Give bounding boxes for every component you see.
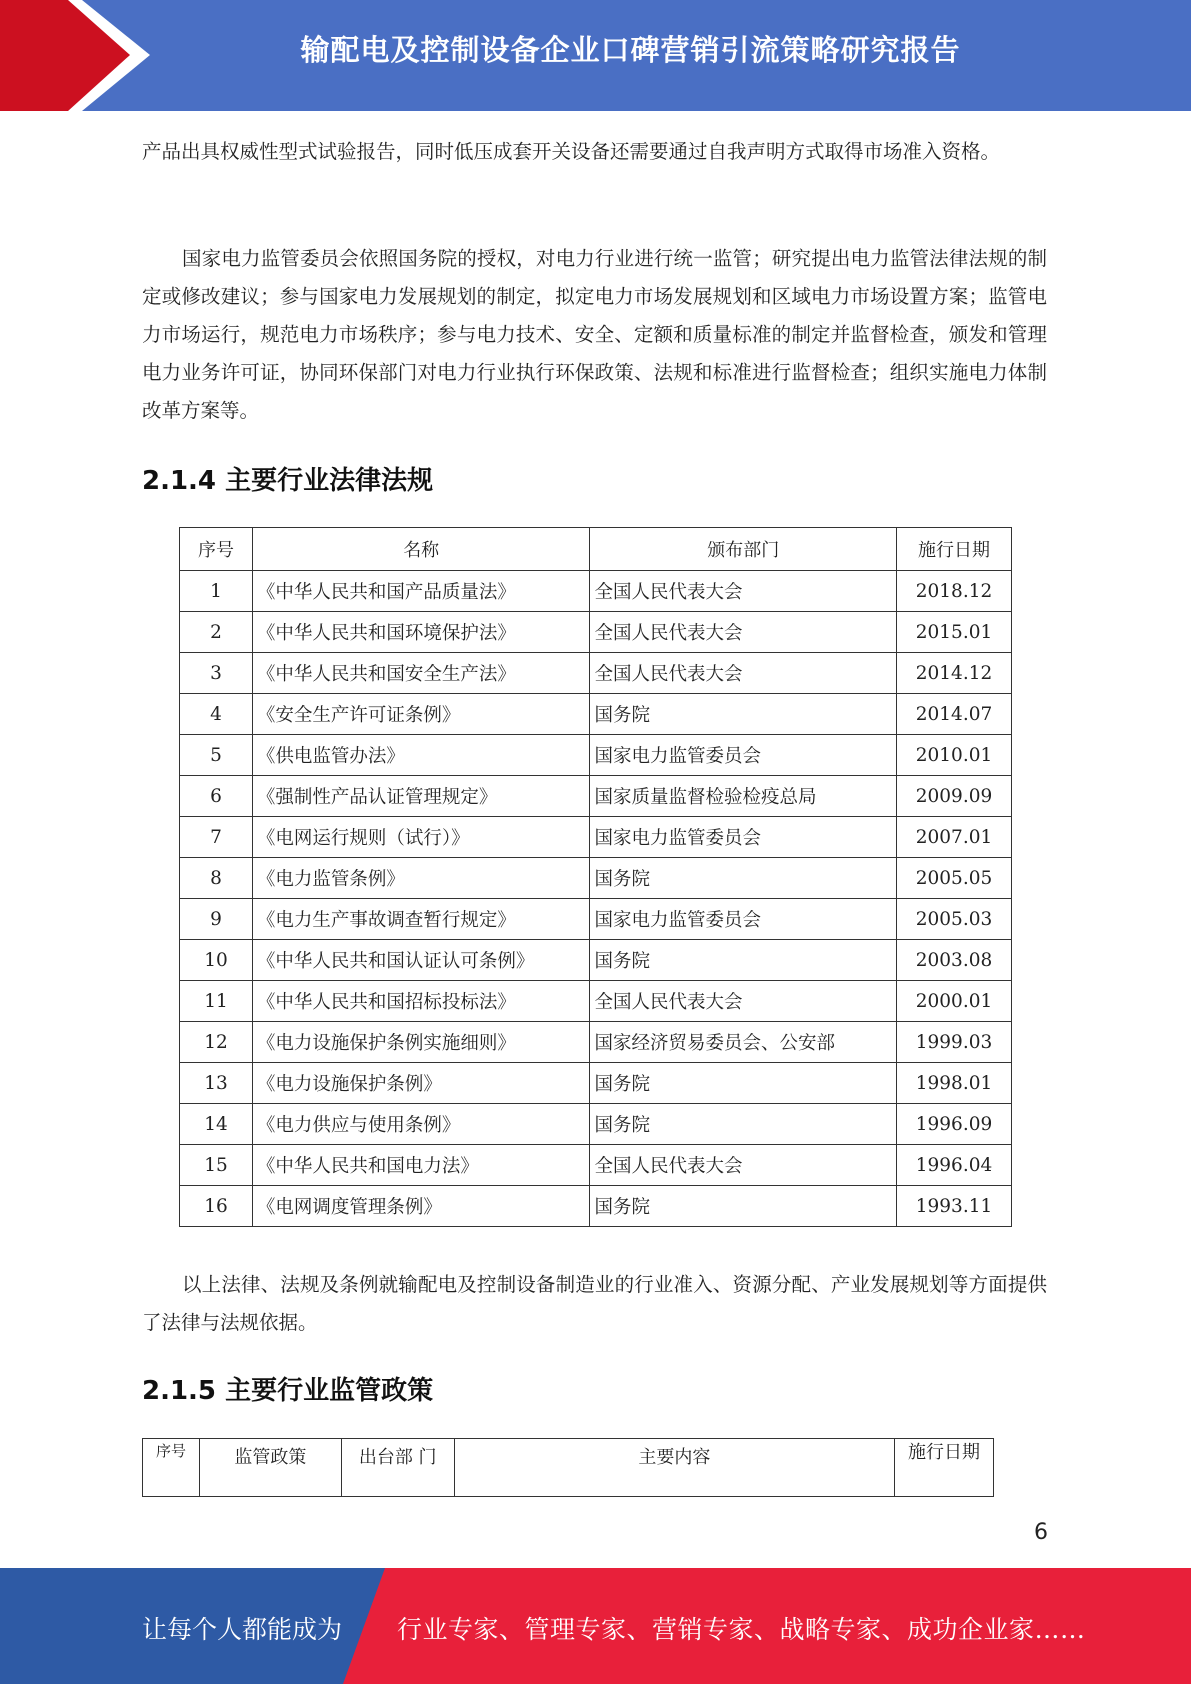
cell-no: 9 (180, 899, 253, 940)
cell-date: 2014.12 (897, 653, 1012, 694)
cell-name: 《电网调度管理条例》 (252, 1186, 590, 1227)
cell-no: 11 (180, 981, 253, 1022)
cell-name: 《中华人民共和国招标投标法》 (252, 981, 590, 1022)
cell-dept: 国务院 (590, 1186, 897, 1227)
cell-name: 《电力生产事故调查暂行规定》 (252, 899, 590, 940)
cell-no: 13 (180, 1063, 253, 1104)
footer-slogan-left: 让每个人都能成为 (142, 1615, 343, 1644)
cell-dept: 全国人民代表大会 (590, 571, 897, 612)
cell-no: 1 (180, 571, 253, 612)
col-header-content: 主要内容 (454, 1439, 894, 1497)
cell-name: 《中华人民共和国电力法》 (252, 1145, 590, 1186)
page-footer (0, 1568, 1191, 1684)
cell-name: 《强制性产品认证管理规定》 (252, 776, 590, 817)
cell-name: 《安全生产许可证条例》 (252, 694, 590, 735)
cell-dept: 国家质量监督检验检疫总局 (590, 776, 897, 817)
page-number: 6 (1034, 1520, 1048, 1545)
policies-table (142, 1438, 994, 1497)
col-header-name: 名称 (252, 528, 590, 571)
cell-dept: 国家经济贸易委员会、公安部 (590, 1022, 897, 1063)
paragraph-summary: 以上法律、法规及条例就输配电及控制设备制造业的行业准入、资源分配、产业发展规划等方面提供了法律与法规依据。 (142, 1273, 1047, 1334)
cell-no: 10 (180, 940, 253, 981)
table-row (180, 653, 1012, 694)
footer-slogan-right: 行业专家、管理专家、营销专家、战略专家、成功企业家…… (397, 1615, 1086, 1644)
cell-name: 《中华人民共和国环境保护法》 (252, 612, 590, 653)
cell-no: 16 (180, 1186, 253, 1227)
section-heading-policies: 2.1.5 主要行业监管政策 (142, 1376, 434, 1406)
col-header-dept: 出台部 门 (341, 1439, 454, 1497)
cell-dept: 全国人民代表大会 (590, 1145, 897, 1186)
laws-table (179, 527, 1012, 1227)
table-row (180, 817, 1012, 858)
cell-no: 5 (180, 735, 253, 776)
table-row (180, 612, 1012, 653)
table-row (180, 899, 1012, 940)
cell-dept: 全国人民代表大会 (590, 981, 897, 1022)
cell-date: 1998.01 (897, 1063, 1012, 1104)
cell-date: 2010.01 (897, 735, 1012, 776)
cell-no: 12 (180, 1022, 253, 1063)
cell-no: 8 (180, 858, 253, 899)
cell-no: 4 (180, 694, 253, 735)
cell-date: 2000.01 (897, 981, 1012, 1022)
cell-date: 1996.04 (897, 1145, 1012, 1186)
cell-dept: 国家电力监管委员会 (590, 817, 897, 858)
table-header-row (143, 1439, 994, 1497)
paragraph-regulator: 国家电力监管委员会依照国务院的授权，对电力行业进行统一监管；研究提出电力监管法律法规的制定或修改建议；参与国家电力发展规划的制定，拟定电力市场发展规划和区域电力市场设置方案；监管电力市场运行，规范电力市场秩序；参与电力技术、安全、定额和质量标准的制定并监督检查，颁发和管理电力业务许可证，协同环保部门对电力行业执行环保政策、法规和标准进行监督检查；组织实施电力体制改革方案等。 (142, 247, 1047, 422)
cell-no: 2 (180, 612, 253, 653)
table-row (180, 1186, 1012, 1227)
col-header-date: 施行日期 (897, 528, 1012, 571)
page-header (0, 0, 1191, 111)
col-header-no: 序号 (143, 1439, 200, 1497)
cell-date: 1996.09 (897, 1104, 1012, 1145)
cell-date: 1999.03 (897, 1022, 1012, 1063)
table-row (180, 940, 1012, 981)
col-header-no: 序号 (180, 528, 253, 571)
cell-dept: 国家电力监管委员会 (590, 899, 897, 940)
table-header-row (180, 528, 1012, 571)
cell-no: 6 (180, 776, 253, 817)
table-row (180, 1145, 1012, 1186)
table-row (180, 735, 1012, 776)
paragraph-intro: 产品出具权威性型式试验报告，同时低压成套开关设备还需要通过自我声明方式取得市场准入资格。 (142, 140, 1001, 163)
cell-name: 《供电监管办法》 (252, 735, 590, 776)
cell-no: 14 (180, 1104, 253, 1145)
table-row (180, 981, 1012, 1022)
cell-date: 2003.08 (897, 940, 1012, 981)
cell-dept: 全国人民代表大会 (590, 653, 897, 694)
table-row (180, 694, 1012, 735)
table-row (180, 571, 1012, 612)
cell-date: 2005.03 (897, 899, 1012, 940)
cell-dept: 国务院 (590, 1063, 897, 1104)
cell-dept: 国务院 (590, 694, 897, 735)
cell-no: 3 (180, 653, 253, 694)
cell-dept: 全国人民代表大会 (590, 612, 897, 653)
section-heading-laws: 2.1.4 主要行业法律法规 (142, 466, 434, 496)
cell-name: 《电力设施保护条例实施细则》 (252, 1022, 590, 1063)
cell-date: 2015.01 (897, 612, 1012, 653)
red-arrow-logo-icon (0, 0, 150, 111)
cell-name: 《电网运行规则（试行）》 (252, 817, 590, 858)
laws-table-body (180, 571, 1012, 1227)
cell-name: 《中华人民共和国产品质量法》 (252, 571, 590, 612)
cell-date: 2018.12 (897, 571, 1012, 612)
cell-no: 15 (180, 1145, 253, 1186)
cell-date: 2005.05 (897, 858, 1012, 899)
table-row (180, 1063, 1012, 1104)
cell-date: 2014.07 (897, 694, 1012, 735)
cell-dept: 国家电力监管委员会 (590, 735, 897, 776)
col-header-dept: 颁布部门 (590, 528, 897, 571)
cell-name: 《电力设施保护条例》 (252, 1063, 590, 1104)
cell-dept: 国务院 (590, 940, 897, 981)
table-row (180, 1022, 1012, 1063)
cell-name: 《电力监管条例》 (252, 858, 590, 899)
col-header-date: 施行日期 (895, 1439, 994, 1497)
table-row (180, 858, 1012, 899)
cell-date: 1993.11 (897, 1186, 1012, 1227)
cell-dept: 国务院 (590, 858, 897, 899)
cell-no: 7 (180, 817, 253, 858)
cell-name: 《中华人民共和国安全生产法》 (252, 653, 590, 694)
report-title: 输配电及控制设备企业口碑营销引流策略研究报告 (300, 33, 961, 67)
table-row (180, 776, 1012, 817)
cell-dept: 国务院 (590, 1104, 897, 1145)
col-header-policy: 监管政策 (199, 1439, 341, 1497)
table-row (180, 1104, 1012, 1145)
cell-date: 2007.01 (897, 817, 1012, 858)
cell-date: 2009.09 (897, 776, 1012, 817)
cell-name: 《电力供应与使用条例》 (252, 1104, 590, 1145)
cell-name: 《中华人民共和国认证认可条例》 (252, 940, 590, 981)
